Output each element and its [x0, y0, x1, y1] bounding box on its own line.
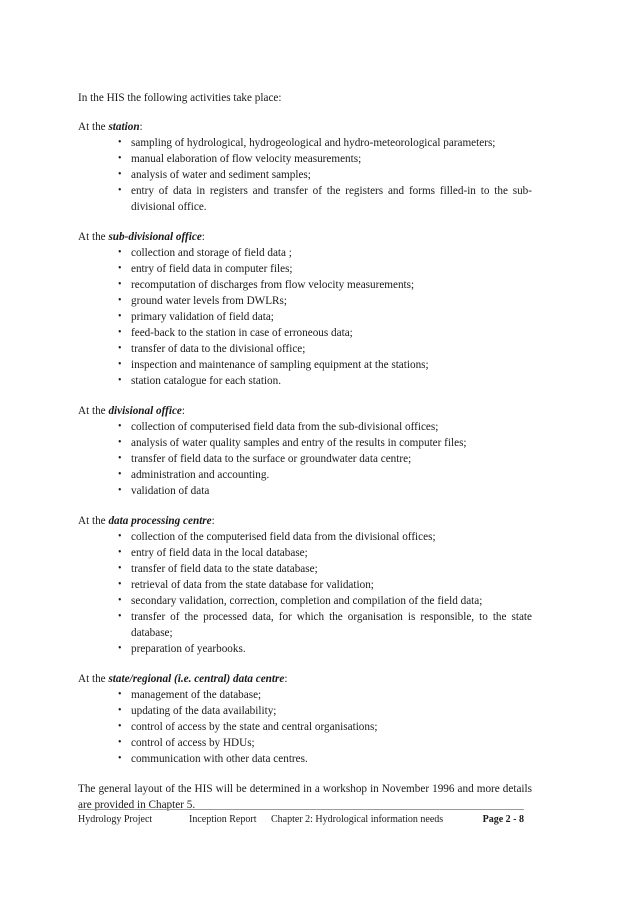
section-heading [78, 403, 532, 419]
list-item-text: feed-back to the station in case of erroneous data; [131, 327, 353, 339]
section-heading-suffix: : [181, 405, 185, 417]
activity-sections [78, 119, 532, 767]
section-heading [78, 229, 532, 245]
section-heading-suffix: : [211, 515, 215, 527]
bullet-icon: • [118, 169, 122, 180]
list-item [119, 483, 532, 499]
list-item [119, 151, 532, 167]
list-item [119, 593, 532, 609]
bullet-icon: • [118, 595, 122, 606]
bullet-icon: • [118, 247, 122, 258]
list-item-text: manual elaboration of flow velocity measurements; [131, 153, 362, 165]
bullet-icon: • [118, 689, 122, 700]
list-item-text: analysis of water quality samples and entry of the results in computer files; [131, 437, 467, 449]
list-item-text: inspection and maintenance of sampling equipment at the stations; [131, 359, 429, 371]
list-item [119, 719, 532, 735]
list-item [119, 309, 532, 325]
bullet-list [78, 245, 532, 389]
list-item-text: sampling of hydrological, hydrogeological and hydro-meteorological parameters; [131, 137, 496, 149]
section [78, 229, 532, 389]
list-item [119, 245, 532, 261]
list-item-text: control of access by HDUs; [131, 737, 255, 749]
list-item [119, 357, 532, 373]
list-item [119, 561, 532, 577]
bullet-icon: • [118, 485, 122, 496]
footer-chapter: Chapter 2: Hydrological information needs [271, 814, 444, 825]
bullet-icon: • [118, 295, 122, 306]
bullet-icon: • [118, 375, 122, 386]
list-item-text: transfer of the processed data, for which the organisation is responsible, to the state database; [131, 611, 532, 639]
bullet-icon: • [118, 343, 122, 354]
section-heading-name: divisional office [108, 405, 182, 417]
bullet-icon: • [118, 531, 122, 542]
list-item [119, 687, 532, 703]
footer-project: Hydrology Project [78, 814, 153, 825]
list-item [119, 341, 532, 357]
list-item [119, 751, 532, 767]
list-item-text: secondary validation, correction, completion and compilation of the field data; [131, 595, 483, 607]
section-heading-name: station [108, 121, 140, 133]
intro-paragraph: In the HIS the following activities take place: [78, 92, 282, 104]
bullet-icon: • [118, 469, 122, 480]
section-heading-name: data processing centre [108, 515, 212, 527]
list-item-text: analysis of water and sediment samples; [131, 169, 311, 181]
bullet-icon: • [118, 359, 122, 370]
list-item [119, 277, 532, 293]
list-item-text: entry of field data in computer files; [131, 263, 293, 275]
section-heading-name: state/regional (i.e. central) data centre [108, 673, 285, 685]
bullet-icon: • [118, 279, 122, 290]
bullet-icon: • [118, 547, 122, 558]
document-page [78, 90, 532, 813]
section-heading-prefix: At the [78, 231, 109, 243]
list-item-text: station catalogue for each station. [131, 375, 282, 387]
section-heading-suffix: : [201, 231, 205, 243]
bullet-list [78, 529, 532, 657]
bullet-icon: • [118, 563, 122, 574]
list-item [119, 735, 532, 751]
section-heading [78, 671, 532, 687]
list-item-text: primary validation of field data; [131, 311, 274, 323]
list-item-text: recomputation of discharges from flow velocity measurements; [131, 279, 415, 291]
list-item-text: transfer of field data to the state database; [131, 563, 318, 575]
list-item [119, 183, 532, 215]
bullet-icon: • [118, 437, 122, 448]
bullet-icon: • [118, 137, 122, 148]
bullet-icon: • [118, 753, 122, 764]
list-item-text: communication with other data centres. [131, 753, 308, 765]
bullet-icon: • [118, 421, 122, 432]
list-item [119, 373, 532, 389]
section-heading-prefix: At the [78, 515, 109, 527]
list-item-text: ground water levels from DWLRs; [131, 295, 287, 307]
list-item [119, 577, 532, 593]
list-item-text: preparation of yearbooks. [131, 643, 246, 655]
list-item-text: control of access by the state and central organisations; [131, 721, 378, 733]
list-item-text: transfer of field data to the surface or groundwater data centre; [131, 453, 412, 465]
bullet-icon: • [118, 327, 122, 338]
closing-paragraph: The general layout of the HIS will be determined in a workshop in November 1996 and more details are provided in Chapter 5. [78, 783, 532, 811]
list-item [119, 545, 532, 561]
section [78, 671, 532, 767]
section-heading-suffix: : [139, 121, 143, 133]
bullet-icon: • [118, 579, 122, 590]
list-item-text: collection and storage of field data ; [131, 247, 292, 259]
list-item-text: entry of field data in the local database; [131, 547, 308, 559]
section [78, 403, 532, 499]
list-item [119, 261, 532, 277]
bullet-icon: • [118, 611, 122, 622]
bullet-icon: • [118, 311, 122, 322]
section-heading-prefix: At the [78, 673, 109, 685]
list-item-text: transfer of data to the divisional office; [131, 343, 306, 355]
list-item [119, 325, 532, 341]
section-heading [78, 513, 532, 529]
list-item-text: entry of data in registers and transfer of the registers and forms filled-in to the sub-divisional office. [131, 185, 532, 213]
list-item [119, 703, 532, 719]
list-item [119, 641, 532, 657]
section [78, 513, 532, 657]
section-heading-prefix: At the [78, 405, 109, 417]
list-item-text: management of the database; [131, 689, 262, 701]
list-item [119, 419, 532, 435]
list-item [119, 135, 532, 151]
list-item [119, 529, 532, 545]
list-item-text: administration and accounting. [131, 469, 270, 481]
bullet-icon: • [118, 705, 122, 716]
section [78, 119, 532, 215]
section-heading [78, 119, 532, 135]
bullet-icon: • [118, 453, 122, 464]
footer-page-number: Page 2 - 8 [482, 814, 524, 825]
list-item-text: collection of computerised field data from the sub-divisional offices; [131, 421, 439, 433]
bullet-list [78, 687, 532, 767]
list-item [119, 451, 532, 467]
bullet-list [78, 419, 532, 499]
section-heading-prefix: At the [78, 121, 109, 133]
list-item [119, 435, 532, 451]
list-item-text: updating of the data availability; [131, 705, 277, 717]
list-item [119, 609, 532, 641]
footer-report: Inception Report [189, 814, 257, 825]
list-item [119, 167, 532, 183]
list-item-text: validation of data [131, 485, 210, 497]
list-item-text: collection of the computerised field data from the divisional offices; [131, 531, 436, 543]
list-item [119, 293, 532, 309]
bullet-icon: • [118, 263, 122, 274]
page-footer [78, 809, 524, 825]
bullet-icon: • [118, 737, 122, 748]
bullet-icon: • [118, 643, 122, 654]
bullet-list [78, 135, 532, 215]
list-item-text: retrieval of data from the state database for validation; [131, 579, 374, 591]
bullet-icon: • [118, 153, 122, 164]
list-item [119, 467, 532, 483]
bullet-icon: • [118, 721, 122, 732]
section-heading-name: sub-divisional office [108, 231, 202, 243]
section-heading-suffix: : [284, 673, 288, 685]
bullet-icon: • [118, 185, 122, 196]
